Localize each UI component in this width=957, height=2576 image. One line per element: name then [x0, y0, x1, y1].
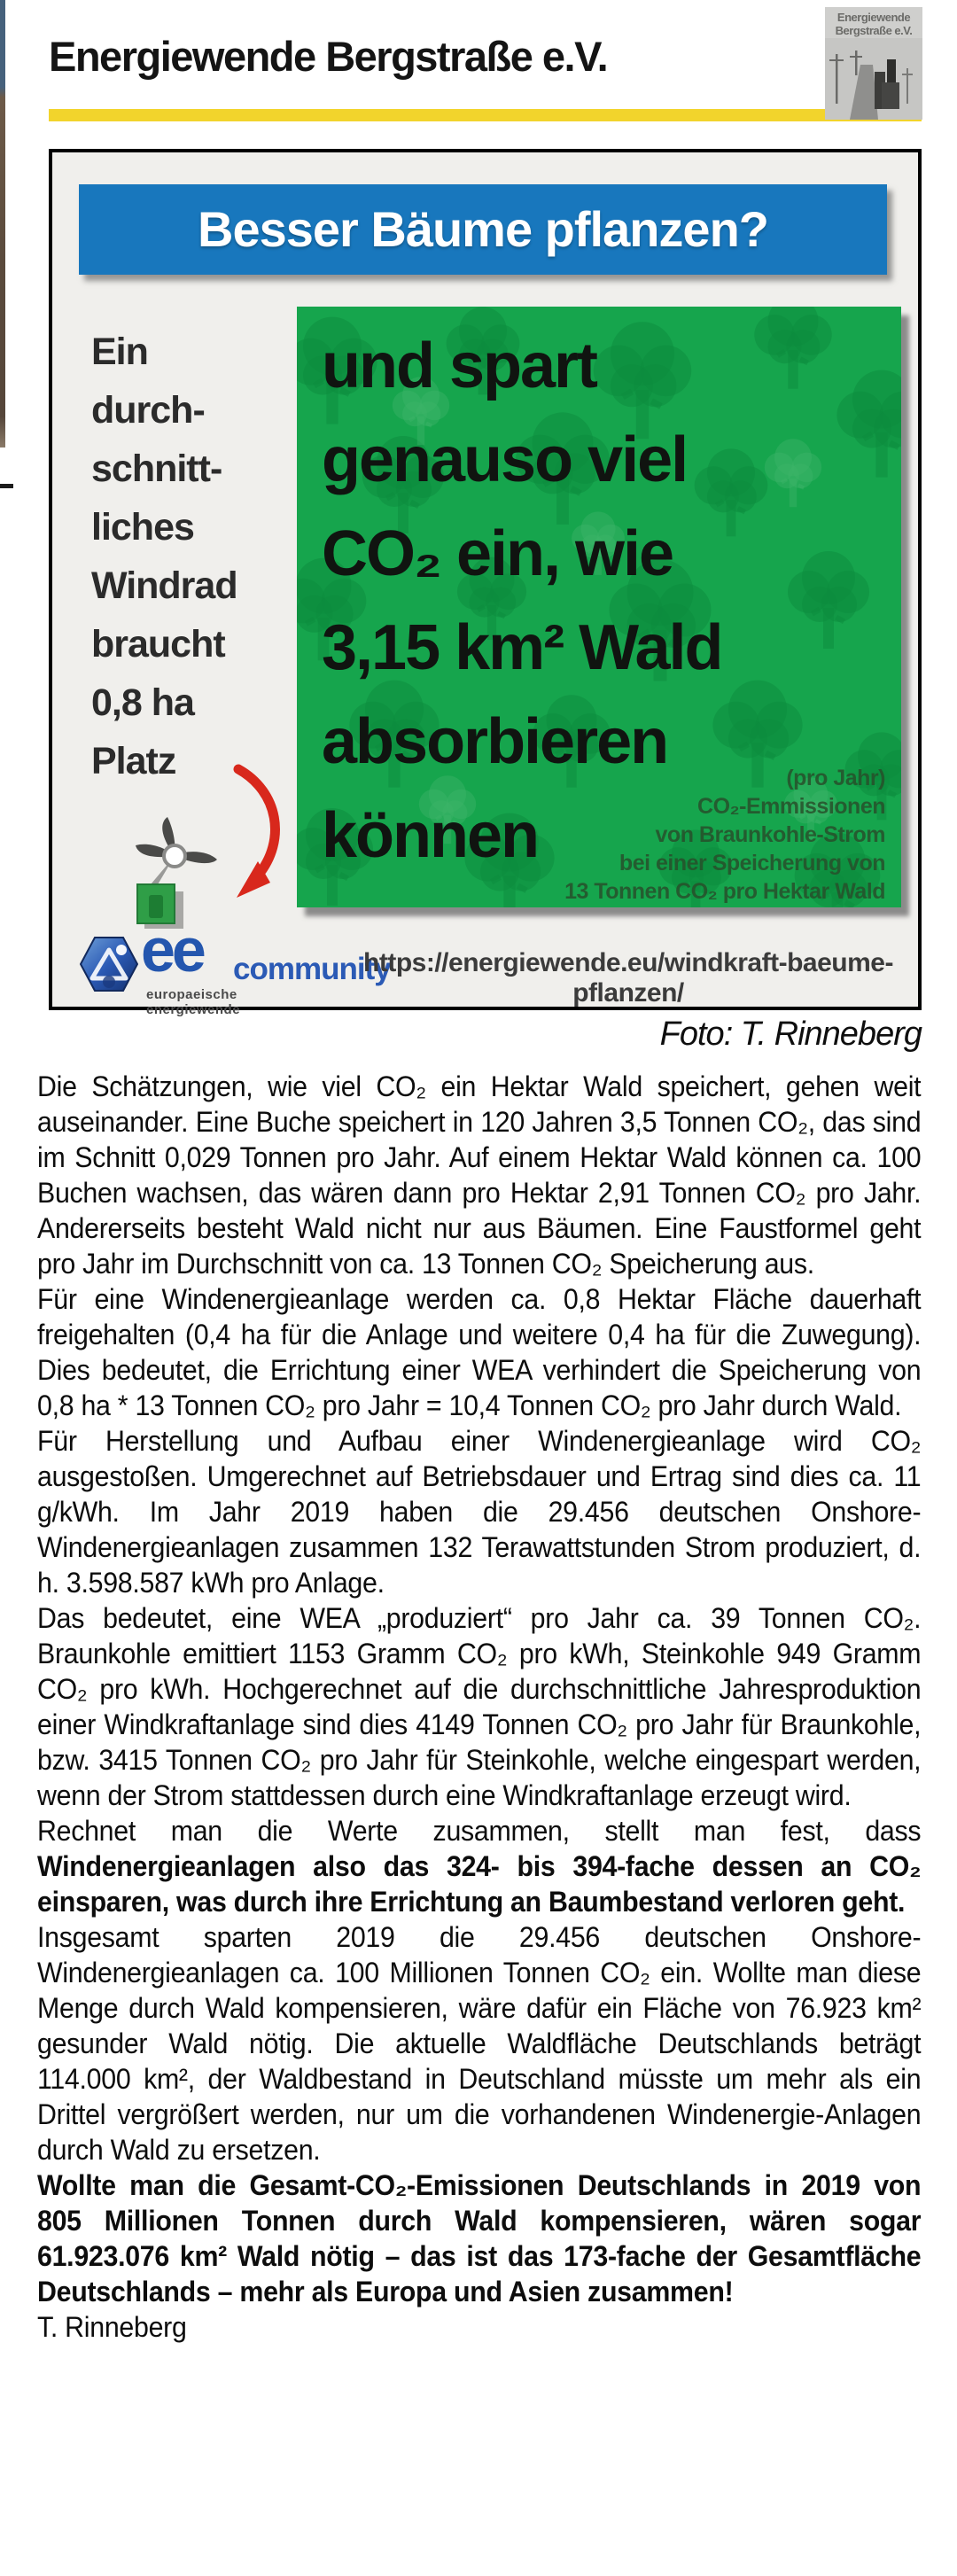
- line: von Braunkohle-Strom: [655, 822, 885, 847]
- article-paragraph: Für Herstellung und Aufbau einer Windenergieanlage wird CO₂ ausgestoßen. Umgerechnet auf Betriebsdauer und Ertrag sind dies ca. 11 g/kWh. Im Jahr 2019 haben die 29.456 deutschen Onshore-Windenergieanlagen zusammen 132 Terawattstunden Strom produziert, d. h. 3.598.587 kWh pro Anlage.: [37, 1425, 922, 1599]
- club-logo-caption-line1: Energiewende: [836, 11, 911, 24]
- club-logo-caption-line2: Bergstraße e.V.: [835, 24, 913, 37]
- ee-logo-subtitle: europaeische energiewende: [146, 987, 241, 1017]
- line: absorbieren: [322, 706, 668, 777]
- ee-logo-text: ee: [141, 915, 203, 984]
- ee-community-logo: [52, 915, 391, 1017]
- poster-banner: Besser Bäume pflanzen?: [79, 184, 887, 275]
- line: bei einer Speicherung von: [619, 851, 885, 876]
- ee-hexagon-icon: [80, 936, 138, 992]
- powerplant-silhouette-icon: [825, 38, 922, 120]
- forest-green-panel: [297, 307, 901, 907]
- line: 3,15 km² Wald: [322, 612, 722, 683]
- article-paragraph: Das bedeutet, eine WEA „produziert“ pro Jahr ca. 39 Tonnen CO₂. Braunkohle emittiert 1153 Gramm CO₂ pro kWh, Steinkohle 949 Gramm CO₂ pro kWh. Hochgerechnet auf die durchschnittliche Jahresproduktion einer Windkraftanlage sind dies 4149 Tonnen CO₂ pro Jahr für Braunkohle, bzw. 3415 Tonnen CO₂ pro Jahr für Steinkohle, welche eingespart werden, wenn der Strom stattdessen durch eine Windkraftanlage erzeugt wird.: [37, 1602, 922, 1811]
- article-paragraph: Insgesamt sparten 2019 die 29.456 deutschen Onshore-Windenergieanlagen ca. 100 Millionen Tonnen CO₂ ein. Wollte man diese Menge durch Wald kompensieren, wäre dafür ein Fläche von 76.923 km² gesunder Wald nötig. Die aktuelle Waldfläche Deutschlands beträgt 114.000 km², der Waldbestand in Deutschland müsste um mehr als ein Drittel vergrößert werden, nur um die vorhandenen Windenergie-Anlagen durch Wald zu ersetzen.: [37, 1921, 922, 2166]
- line: CO₂-Emmissionen: [697, 794, 885, 819]
- article-paragraph: T. Rinneberg: [37, 2311, 187, 2343]
- club-logo-caption: [825, 11, 922, 37]
- line: (pro Jahr): [786, 766, 885, 790]
- line: Ein: [91, 331, 148, 373]
- yellow-accent-bar: [49, 109, 922, 121]
- line: 13 Tonnen CO₂ pro Hektar Wald: [564, 879, 885, 904]
- page-title: Energiewende Bergstraße e.V.: [49, 33, 608, 80]
- poster-graphic: [49, 149, 922, 1017]
- poster-footnote: [513, 764, 885, 906]
- photo-credit: Foto: T. Rinneberg: [659, 1016, 922, 1053]
- scan-edge-strip: [0, 0, 5, 447]
- line: 0,8 ha: [91, 681, 194, 724]
- poster-url[interactable]: https://energiewende.eu/windkraft-baeume-pflanzen/: [363, 948, 893, 1008]
- line: können: [322, 800, 539, 871]
- article-paragraph: Für eine Windenergieanlage werden ca. 0,8 Hektar Fläche dauerhaft freigehalten (0,4 ha für die Anlage und weitere 0,4 ha für die Zuwegung). Dies bedeutet, die Errichtung einer WEA verhindert die Speicherung von 0,8 ha * 13 Tonnen CO₂ pro Jahr = 10,4 Tonnen CO₂ pro Jahr durch Wald.: [37, 1283, 922, 1421]
- line: braucht: [91, 623, 225, 665]
- scan-edge-mark: [0, 484, 13, 488]
- line: durch-: [91, 389, 205, 432]
- poster-left-text: [91, 323, 304, 790]
- line: Windrad: [91, 564, 237, 607]
- article-paragraph: Rechnet man die Werte zusammen, stellt man fest, dass Windenergieanlagen also das 324- bis 394-fache dessen an CO₂ einsparen, was durch ihre Errichtung an Baumbestand verloren geht.: [37, 1815, 922, 1918]
- article-paragraph: Die Schätzungen, wie viel CO₂ ein Hektar Wald speichert, gehen weit auseinander. Eine Buche speichert in 120 Jahren 3,5 Tonnen CO₂, das sind im Schnitt 0,029 Tonnen pro Jahr. Auf einem Hektar Wald können ca. 100 Buchen wachsen, das wären dann pro Hektar 2,91 Tonnen CO₂ pro Jahr. Andererseits besteht Wald nicht nur aus Bäumen. Eine Faustformel geht pro Jahr im Durchschnitt von ca. 13 Tonnen CO₂ Speicherung aus.: [37, 1070, 922, 1280]
- line: schnitt-: [91, 447, 222, 490]
- line: und spart: [322, 331, 597, 401]
- ee-logo-community-text: community: [233, 952, 391, 986]
- club-logo: [825, 7, 922, 120]
- line: genauso viel: [322, 424, 688, 495]
- article: [37, 1069, 921, 2345]
- wind-turbine-icon: [121, 813, 237, 929]
- article-paragraph: Wollte man die Gesamt-CO₂-Emissionen Deutschlands in 2019 von 805 Millionen Tonnen durch Wald kompensieren, wären sogar 61.923.076 km² Wald nötig – das ist das 173-fache der Gesamtfläche Deutschlands – mehr als Europa und Asien zusammen!: [37, 2169, 922, 2308]
- line: CO₂ ein, wie: [322, 518, 673, 589]
- line: Platz: [91, 740, 176, 782]
- line: liches: [91, 506, 194, 549]
